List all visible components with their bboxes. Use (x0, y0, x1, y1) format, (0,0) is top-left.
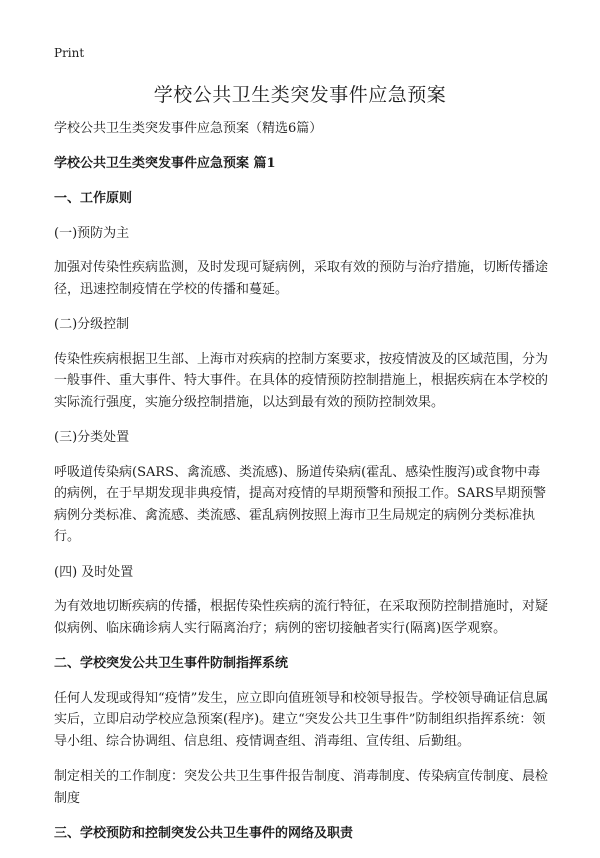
section-heading: 二、学校突发公共卫生事件防制指挥系统 (54, 656, 289, 671)
paragraph: 制定相关的工作制度：突发公共卫生事件报告制度、消毒制度、传染病宣传制度、晨检制度 (54, 769, 549, 806)
paragraph: 任何人发现或得知“疫情”发生，应立即向值班领导和校领导报告。学校领导确证信息属实后，立即启动学校应急预案(程序)。建立“突发公共卫生事件”防制组织指挥系统：领导小组、综合协调组、信息组、疫情调查组、消毒组、宣传组、后勤组。 (54, 690, 549, 749)
section-heading: 一、工作原则 (54, 191, 133, 206)
document-body (54, 118, 550, 858)
document-subtitle: 学校公共卫生类突发事件应急预案（精选6篇） (54, 121, 323, 136)
part-heading: 学校公共卫生类突发事件应急预案 篇1 (54, 155, 276, 171)
sub-heading: (四) 及时处置 (54, 564, 134, 580)
print-label[interactable]: Print (54, 46, 85, 60)
section-heading: 三、学校预防和控制突发公共卫生事件的网络及职责 (54, 826, 354, 841)
paragraph: 传染性疾病根据卫生部、上海市对疾病的控制方案要求，按疫情波及的区域范围，分为一般事件、重大事件、特大事件。在具体的疫情预防控制措施上，根据疾病在本学校的实际流行强度，实施分级控制措施，以达到最有效的预防控制效果。 (54, 351, 549, 410)
sub-heading: (一)预防为主 (54, 225, 130, 241)
paragraph: 为有效地切断疾病的传播，根据传染性疾病的流行特征，在采取预防控制措施时，对疑似病例、临床确诊病人实行隔离治疗；病例的密切接触者实行(隔离)医学观察。 (54, 599, 549, 636)
sub-heading: (二)分级控制 (54, 317, 130, 332)
sub-heading: (三)分类处置 (54, 430, 130, 445)
paragraph: 加强对传染性疾病监测，及时发现可疑病例，采取有效的预防与治疗措施，切断传播途径，迅速控制疫情在学校的传播和蔓延。 (54, 260, 549, 297)
paragraph: 呼吸道传染病(SARS、禽流感、类流感)、肠道传染病(霍乱、感染性腹泻)或食物中毒的病例，在于早期发现非典疫情，提高对疫情的早期预警和预报工作。SARS早期预警病例分类标准、禽流感、类流感、霍乱病例按照上海市卫生局规定的病例分类标准执行。 (54, 464, 546, 544)
document-title: 学校公共卫生类突发事件应急预案 (153, 84, 447, 106)
